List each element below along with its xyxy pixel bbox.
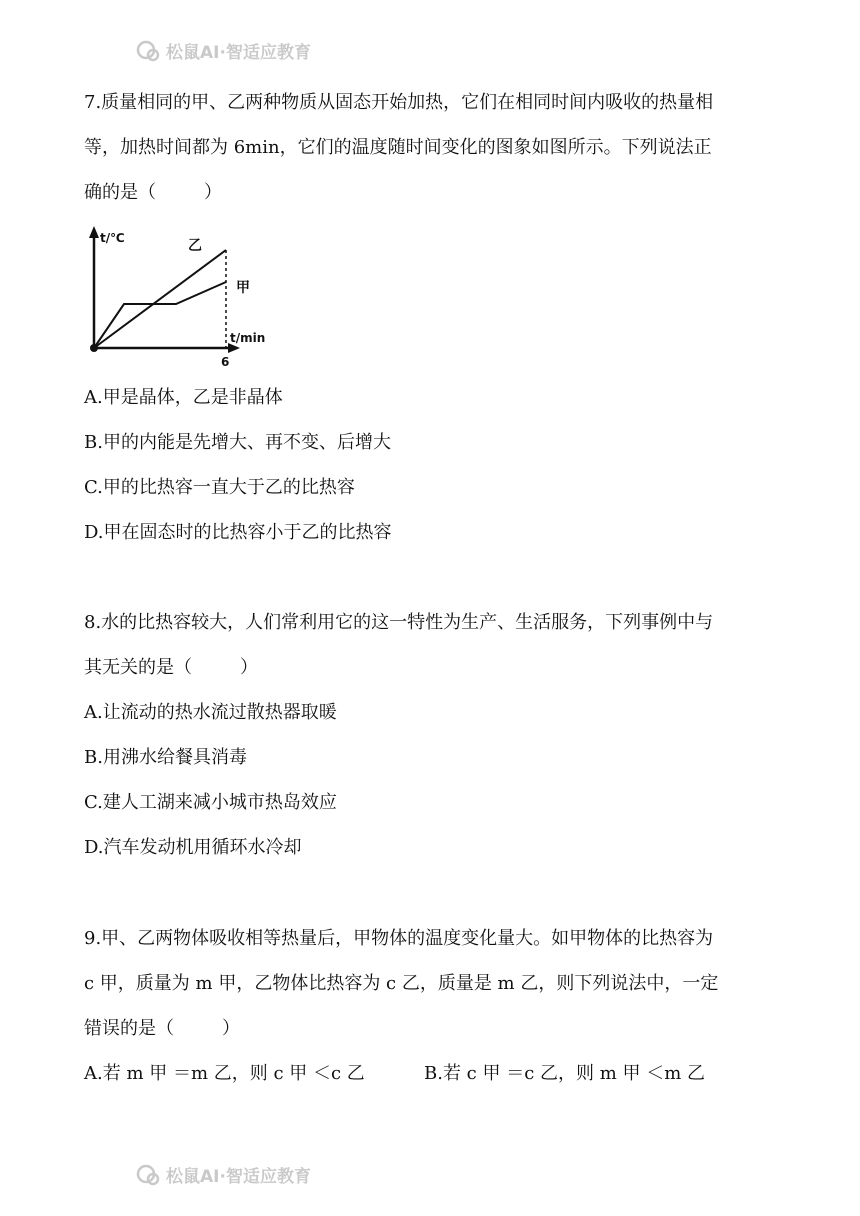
series-label-jia: 甲 [236, 280, 250, 296]
q9-stem-line-1: 9.甲、乙两物体吸收相等热量后，甲物体的温度变化量大。如甲物体的比热容为 [84, 928, 714, 949]
q7-stem-line-1: 7.质量相同的甲、乙两种物质从固态开始加热，它们在相同时间内吸收的热量相 [84, 92, 714, 113]
q7-temperature-time-graph [84, 222, 284, 370]
q8-option-d: D.汽车发动机用循环水冷却 [84, 837, 302, 858]
q7-option-b: B.甲的内能是先增大、再不变、后增大 [84, 432, 391, 453]
y-axis-label: t/℃ [100, 231, 125, 245]
q8-stem-line-2: 其无关的是（ ） [84, 657, 258, 678]
x-axis-label: t/min [230, 331, 266, 345]
q7-stem-line-2: 等，加热时间都为 6min，它们的温度随时间变化的图象如图所示。下列说法正 [84, 137, 712, 158]
q8-option-b: B.用沸水给餐具消毒 [84, 747, 247, 768]
x-tick-6: 6 [221, 355, 230, 369]
q7-option-c: C.甲的比热容一直大于乙的比热容 [84, 477, 355, 498]
q7-stem-line-3: 确的是（ ） [84, 182, 222, 203]
q7-option-a: A.甲是晶体，乙是非晶体 [84, 387, 283, 408]
series-line-yi [94, 250, 226, 348]
watermark-text: 松鼠AI·智适应教育 [166, 1166, 311, 1187]
squirrel-logo-icon [136, 1162, 160, 1186]
q7-option-d: D.甲在固态时的比热容小于乙的比热容 [84, 522, 392, 543]
q9-option-a: A.若 m 甲 ＝m 乙，则 c 甲 ＜c 乙 [84, 1063, 365, 1084]
q8-option-c: C.建人工湖来减小城市热岛效应 [84, 792, 337, 813]
watermark-top [136, 36, 376, 64]
series-line-jia [94, 282, 226, 348]
q9-options-row [84, 1063, 705, 1085]
y-axis-arrow [89, 226, 99, 238]
q9-stem-line-2: c 甲，质量为 m 甲，乙物体比热容为 c 乙，质量是 m 乙，则下列说法中，一定 [84, 973, 719, 994]
q9-stem-line-3: 错误的是（ ） [84, 1018, 240, 1039]
squirrel-logo-icon [136, 38, 160, 62]
series-label-yi: 乙 [188, 238, 202, 254]
watermark-text: 松鼠AI·智适应教育 [166, 42, 311, 63]
watermark-bottom [136, 1160, 376, 1188]
q8-option-a: A.让流动的热水流过散热器取暖 [84, 702, 337, 723]
q9-option-b: B.若 c 甲 ＝c 乙，则 m 甲 ＜m 乙 [424, 1063, 706, 1084]
q8-stem-line-1: 8.水的比热容较大，人们常利用它的这一特性为生产、生活服务，下列事例中与 [84, 612, 714, 633]
